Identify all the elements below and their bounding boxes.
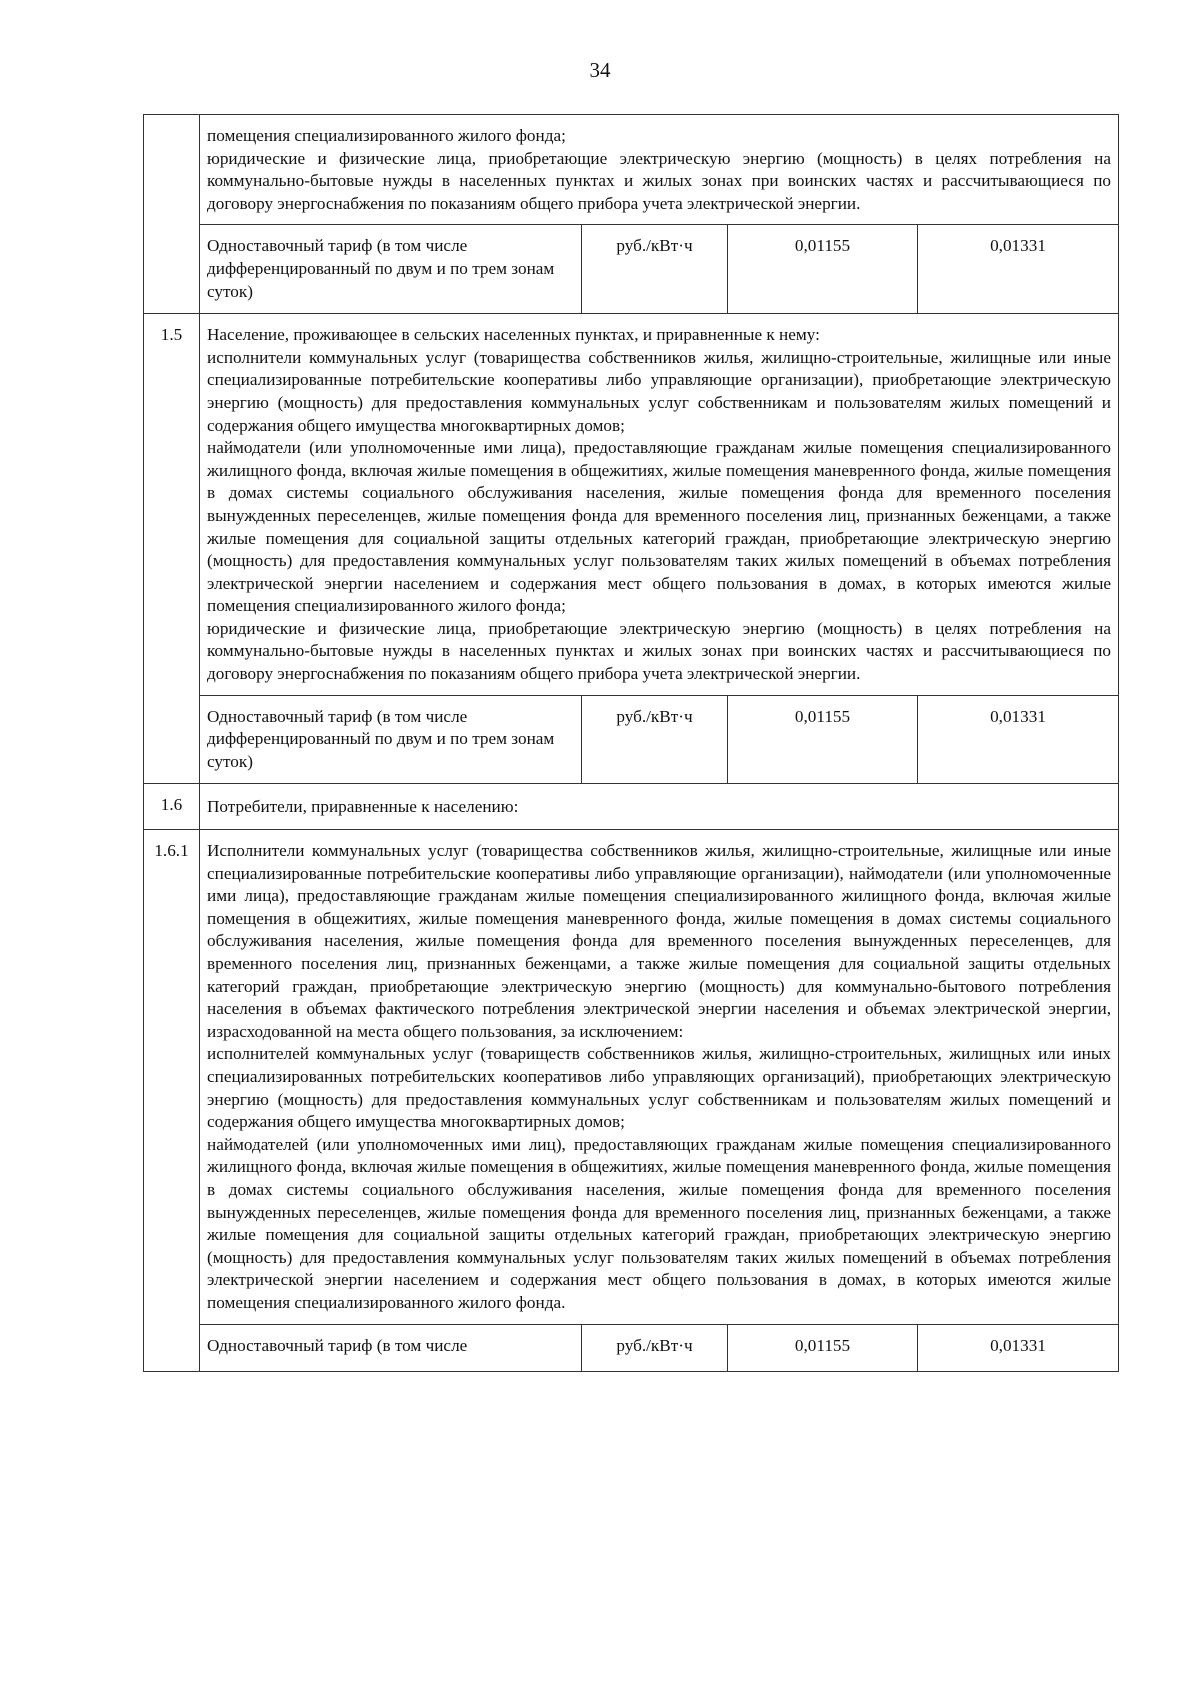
row-number xyxy=(144,115,200,314)
tariff-name: Одноставочный тариф (в том числе дифференцированный по двум и по трем зонам суток) xyxy=(200,695,582,784)
tariff-unit: руб./кВт·ч xyxy=(582,1324,728,1372)
tariff-name: Одноставочный тариф (в том числе xyxy=(200,1324,582,1372)
tariff-value-2: 0,01331 xyxy=(918,1324,1119,1372)
tariff-unit: руб./кВт·ч xyxy=(582,695,728,784)
table-row xyxy=(144,830,1119,1324)
description-paragraph: исполнителей коммунальных услуг (товариществ собственников жилья, жилищно-строительных, жилищных или иных специализированных потребительских кооперативов либо управляющих организаций), приобретающих электрическую энергию (мощность) для предоставления коммунальных услуг собственникам и пользователям жилых помещений и содержания общего имущества многоквартирных домов; xyxy=(207,1044,1111,1132)
table-row xyxy=(144,784,1119,830)
row-description: Потребители, приравненные к населению: xyxy=(200,784,1119,830)
description-paragraph: юридические и физические лица, приобретающие электрическую энергию (мощность) в целях потребления на коммунально-бытовые нужды в населенных пунктах и жилых зонах при воинских частях и рассчитывающиеся по договору энергоснабжения по показаниям общего прибора учета электрической энергии. xyxy=(207,618,1111,684)
row-number: 1.6 xyxy=(144,784,200,830)
row-description xyxy=(200,830,1119,1324)
description-paragraph: наймодатели (или уполномоченные ими лица), предоставляющие гражданам жилые помещения специализированного жилищного фонда, включая жилые помещения в общежитиях, жилые помещения маневренного фонда, жилые помещения в домах системы социального обслуживания населения, жилые помещения фонда для временного поселения вынужденных переселенцев, жилые помещения фонда для временного поселения лиц, признанных беженцами, а также жилые помещения для социальной защиты отдельных категорий граждан, приобретающие электрическую энергию (мощность) для предоставления коммунальных услуг пользователям таких жилых помещений в объемах потребления электрической энергии населением и содержания мест общего пользования в домах, в которых имеются жилые помещения специализированного жилого фонда; xyxy=(207,438,1111,616)
description-paragraph: помещения специализированного жилого фонда; xyxy=(207,126,566,145)
tariff-value-2: 0,01331 xyxy=(918,225,1119,314)
description-paragraph: Население, проживающее в сельских населенных пунктах, и приравненные к нему: xyxy=(207,325,820,345)
description-paragraph: наймодателей (или уполномоченных ими лиц), предоставляющих гражданам жилые помещения специализированного жилищного фонда, включая жилые помещения в общежитиях, жилые помещения маневренного фонда, жилые помещения в домах системы социального обслуживания населения, жилые помещения фонда для временного поселения вынужденных переселенцев, жилые помещения фонда для временного поселения лиц, признанных беженцами, а также жилые помещения для социальной защиты отдельных категорий граждан, приобретающих электрическую энергию (мощность) для предоставления коммунальных услуг пользователям таких жилых помещений в объемах потребления электрической энергии населением и содержания мест общего пользования в домах, в которых имеются жилые помещения специализированного жилого фонда. xyxy=(207,1134,1111,1312)
tariff-unit: руб./кВт·ч xyxy=(582,225,728,314)
row-description xyxy=(200,115,1119,225)
row-description xyxy=(200,314,1119,696)
tariff-row xyxy=(144,695,1119,784)
tariff-value-1: 0,01155 xyxy=(728,695,918,784)
description-paragraph: юридические и физические лица, приобретающие электрическую энергию (мощность) в целях потребления на коммунально-бытовые нужды в населенных пунктах и жилых зонах при воинских частях и рассчитывающиеся по договору энергоснабжения по показаниям общего прибора учета электрической энергии. xyxy=(207,148,1111,213)
tariff-value-1: 0,01155 xyxy=(728,225,918,314)
description-paragraph: Исполнители коммунальных услуг (товарищества собственников жилья, жилищно-строительные, жилищные или иные специализированные потребительские кооперативы либо управляющие организации), наймодатели (или уполномоченные ими лица), предоставляющие гражданам жилые помещения специализированного жилищного фонда, включая жилые помещения в общежитиях, жилые помещения маневренного фонда, жилые помещения в домах системы социального обслуживания населения, жилые помещения фонда для временного поселения вынужденных переселенцев, для временного поселения лиц, признанных беженцами, а также жилые помещения для социальной защиты отдельных категорий граждан, приобретающие электрическую энергию (мощность) для коммунально-бытового потребления населения в объемах фактического потребления электрической энергии населения и объемах электрической энергии, израсходованной на места общего пользования, за исключением: xyxy=(207,841,1111,1041)
description-paragraph: исполнители коммунальных услуг (товарищества собственников жилья, жилищно-строительные, жилищные или иные специализированные потребительские кооперативы либо управляющие организации), приобретающие электрическую энергию (мощность) для предоставления коммунальных услуг собственникам и пользователям жилых помещений и содержания общего имущества многоквартирных домов; xyxy=(207,347,1111,435)
tariff-row xyxy=(144,1324,1119,1372)
table-row xyxy=(144,314,1119,696)
tariff-table xyxy=(143,114,1119,1372)
tariff-value-2: 0,01331 xyxy=(918,695,1119,784)
row-number: 1.5 xyxy=(144,314,200,784)
tariff-value-1: 0,01155 xyxy=(728,1324,918,1372)
row-number: 1.6.1 xyxy=(144,830,200,1372)
page-number: 34 xyxy=(589,58,611,82)
table-row xyxy=(144,115,1119,225)
tariff-name: Одноставочный тариф (в том числе дифференцированный по двум и по трем зонам суток) xyxy=(200,225,582,314)
tariff-row xyxy=(144,225,1119,314)
